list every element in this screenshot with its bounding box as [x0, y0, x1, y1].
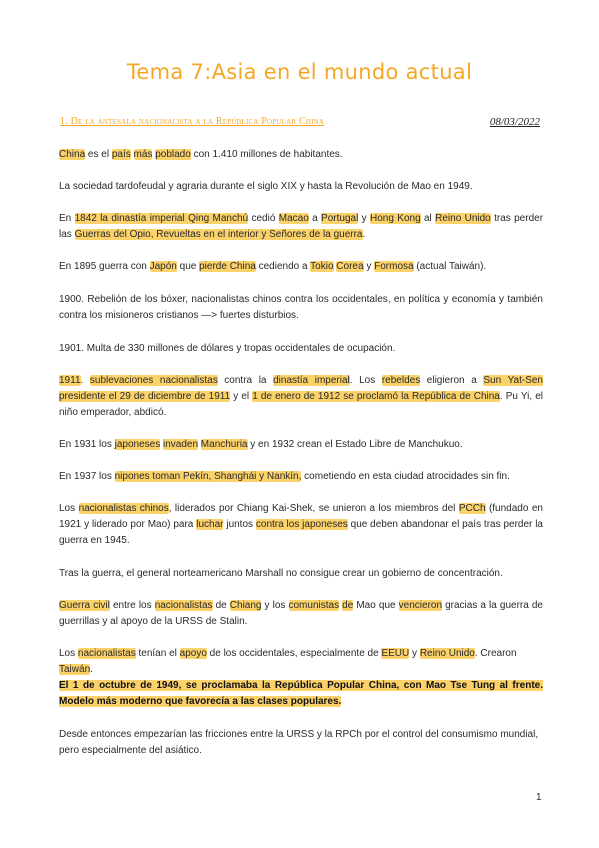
paragraph-7: 1911. sublevaciones nacionalistas contra la dinastía imperial. Los rebeldes eligieron a Sun Yat-Sen presidente el 29 de diciembre de 1911 y el 1 de enero de 1912 se proclamó la República de China. Pu Yi, el niño emperador, abdicó. — [59, 375, 544, 418]
section-title: 1. De la antesala nacionalista a la República Popular China — [60, 116, 325, 127]
paragraph-14: El 1 de octubre de 1949, se proclamaba la República Popular China, con Mao Tse Tung al frente. Modelo más moderno que favorecía a las clases populares. — [59, 680, 543, 707]
page-number: 1 — [536, 792, 542, 803]
paragraph-10: Los nacionalistas chinos, liderados por Chiang Kai-Shek, se unieron a los miembros del PCCh (fundado en 1921 y liderado por Mao) para luchar juntos contra los japoneses que deben abandonar el país tras perder la guerra en 1945. — [59, 503, 543, 546]
document-title: Tema 7:Asia en el mundo actual — [126, 60, 473, 84]
paragraph-1: China es el país más poblado con 1.410 millones de habitantes. — [59, 149, 343, 160]
paragraph-12: Guerra civil entre los nacionalistas de Chiang y los comunistas de Mao que vencieron gracias a la guerra de guerrillas y al apoyo de la URSS de Stalin. — [59, 600, 543, 627]
paragraph-5: 1900. Rebelión de los bóxer, nacionalistas chinos contra los occidentales, en política y economía y también contra los misioneros cristianos —> fuertes disturbios. — [59, 294, 543, 321]
section-date: 08/03/2022 — [489, 116, 540, 128]
paragraph-15: Desde entonces empezarían las fricciones entre la URSS y la RPCh por el control del consumismo mundial, pero especialmente del asiático. — [59, 729, 539, 756]
paragraph-4: En 1895 guerra con Japón que pierde China cediendo a Tokio Corea y Formosa (actual Taiwán). — [59, 261, 487, 272]
paragraph-6: 1901. Multa de 330 millones de dólares y tropas occidentales de ocupación. — [59, 343, 396, 354]
paragraph-8: En 1931 los japoneses invaden Manchuria y en 1932 crean el Estado Libre de Manchukuo. — [59, 439, 463, 450]
paragraph-11: Tras la guerra, el general norteamericano Marshall no consigue crear un gobierno de concentración. — [59, 568, 503, 579]
paragraph-3: En 1842 la dinastía imperial Qing Manchú cedió Macao a Portugal y Hong Kong al Reino Unido tras perder las Guerras del Opio, Revueltas en el interior y Señores de la guerra. — [59, 213, 544, 240]
paragraph-2: La sociedad tardofeudal y agraria durante el siglo XIX y hasta la Revolución de Mao en 1949. — [59, 181, 473, 192]
paragraph-9: En 1937 los nipones toman Pekín, Shanghái y Nankín, cometiendo en esta ciudad atrocidades sin fin. — [59, 471, 510, 482]
paragraph-13: Los nacionalistas tenían el apoyo de los occidentales, especialmente de EEUU y Reino Unido. Crearon Taiwán. — [59, 648, 517, 675]
section-header — [60, 116, 540, 130]
